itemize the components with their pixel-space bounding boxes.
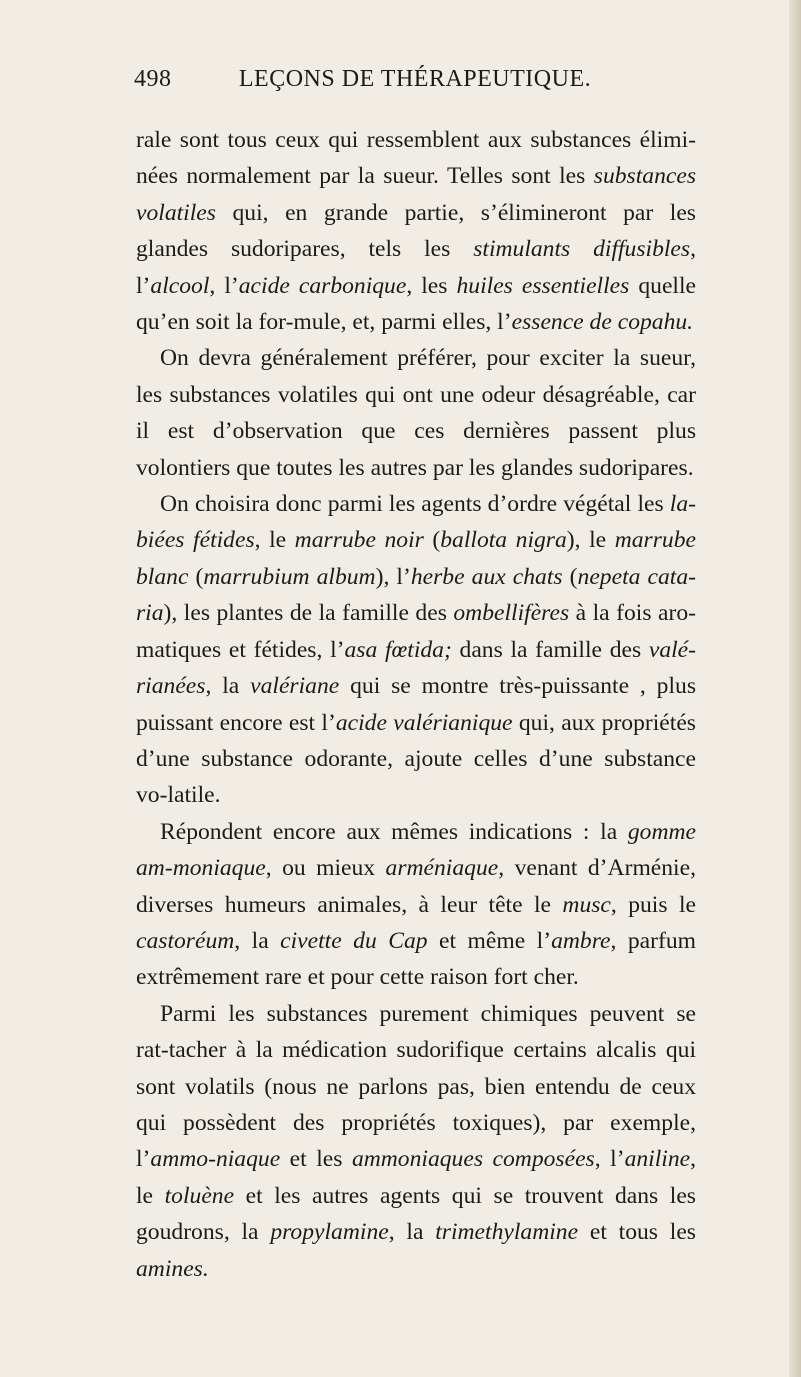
text-run: , les xyxy=(406,272,457,299)
text-run: , la xyxy=(205,673,251,700)
italic-term: marrubium album xyxy=(203,563,376,590)
text-run: , le xyxy=(254,527,295,554)
paragraph-3 xyxy=(136,486,696,814)
paragraph-5 xyxy=(136,996,696,1287)
italic-term: ambre xyxy=(551,927,611,954)
italic-term: castoréum xyxy=(136,927,235,954)
text-run: , la xyxy=(234,927,281,954)
paragraph-2 xyxy=(136,340,696,486)
body-text xyxy=(136,122,696,1287)
italic-term: la-biées fétides xyxy=(136,491,696,554)
text-run: à la fois aro-matiques et fétides, l’ xyxy=(136,600,696,663)
italic-term: valé-rianées xyxy=(136,636,696,700)
italic-term: alcool xyxy=(150,272,210,299)
text-run: qui, en grande partie, s’élimineront par les glandes sudoripares, tels les xyxy=(136,199,696,263)
italic-term: essence de copahu. xyxy=(511,309,694,336)
italic-term: ammoniaques composées xyxy=(351,1146,595,1173)
italic-term: herbe aux chats xyxy=(410,563,563,590)
text-run: et les autres agents qui se trouvent dans les goudrons, la xyxy=(136,1182,696,1246)
page-header xyxy=(134,60,696,100)
text-run: ( xyxy=(188,563,204,590)
text-run: , parfum extrêmement rare et pour cette raison fort cher. xyxy=(136,927,696,991)
italic-term: civette du Cap xyxy=(280,927,428,954)
italic-term: nepeta cata-ria xyxy=(136,563,696,627)
text-run: quelle qu’en soit la for-mule, et, parmi elles, l’ xyxy=(136,272,696,336)
text-run: ), le xyxy=(566,527,615,554)
italic-term: musc xyxy=(562,891,611,918)
text-run: , la xyxy=(388,1219,436,1246)
text-run: Répondent encore aux mêmes indications : la xyxy=(160,818,628,845)
italic-term: arméniaque xyxy=(385,855,499,882)
italic-term: asa fœtida; xyxy=(344,636,452,663)
paragraph-4 xyxy=(136,814,696,996)
page-number: 498 xyxy=(134,66,172,92)
italic-term: aniline xyxy=(624,1146,691,1173)
text-run: , le xyxy=(136,1146,696,1209)
text-run: ), les plantes de la famille des xyxy=(163,600,454,627)
text-run: On choisira donc parmi les agents d’ordre végétal les xyxy=(160,491,670,518)
text-run: On devra généralement préférer, pour exciter la sueur, les substances volatiles qui ont une odeur désagréable, car il est d’observation que ces dernières passent plus volontiers que toutes les autres par les glandes sudoripares. xyxy=(136,345,696,481)
italic-term: substances volatiles xyxy=(136,163,696,226)
italic-term: propylamine xyxy=(270,1219,389,1246)
text-run: , l’ xyxy=(209,272,239,299)
text-run: dans la famille des xyxy=(451,636,649,663)
italic-term: ammo-niaque xyxy=(150,1146,281,1173)
paragraph-1 xyxy=(136,122,696,340)
text-run: ), l’ xyxy=(375,563,411,590)
italic-term: trimethylamine xyxy=(435,1219,579,1246)
italic-term: ballota nigra xyxy=(440,527,567,554)
italic-term: ombellifères xyxy=(453,600,570,627)
text-run: et tous les xyxy=(578,1219,696,1246)
italic-term: marrube blanc xyxy=(136,527,696,590)
text-run: , venant d’Arménie, diverses humeurs animales, à leur tête le xyxy=(136,855,696,918)
text-run: et même l’ xyxy=(427,927,552,954)
text-run: qui se montre très-puissante , plus puissant encore est l’ xyxy=(136,673,696,736)
text-run: ( xyxy=(562,563,578,590)
text-run: rale sont tous ceux qui ressemblent aux substances élimi-nées normalement par la sueur. Telles sont les xyxy=(136,127,696,190)
text-run: , l’ xyxy=(594,1146,625,1173)
italic-term: huiles essentielles xyxy=(456,272,630,299)
text-run: Parmi les substances purement chimiques peuvent se rat-tacher à la médication sudorifique certains alcalis qui sont volatils (nous ne parlons pas, bien entendu de ceux qui possèdent des propriétés toxiques), par exemple, l’ xyxy=(136,1000,696,1173)
text-run: , ou mieux xyxy=(265,855,386,882)
italic-term: valériane xyxy=(250,673,340,700)
text-run: qui, aux propriétés d’une substance odorante, ajoute celles d’une substance vo-latile. xyxy=(136,709,696,809)
running-title: LEÇONS DE THÉRAPEUTIQUE. xyxy=(238,66,592,92)
italic-term: acide carbonique xyxy=(238,272,407,299)
italic-term: toluène xyxy=(164,1182,235,1209)
italic-term: amines. xyxy=(136,1255,209,1282)
text-run: , l’ xyxy=(136,236,696,299)
italic-term: stimulants diffusibles xyxy=(473,236,691,263)
italic-term: gomme am-moniaque xyxy=(136,818,696,882)
italic-term: marrube noir xyxy=(294,527,424,554)
italic-term: acide valérianique xyxy=(335,709,513,736)
text-run: et les xyxy=(280,1146,352,1173)
text-run: , puis le xyxy=(610,891,696,918)
text-run: ( xyxy=(423,527,441,554)
page-edge xyxy=(789,0,801,1377)
